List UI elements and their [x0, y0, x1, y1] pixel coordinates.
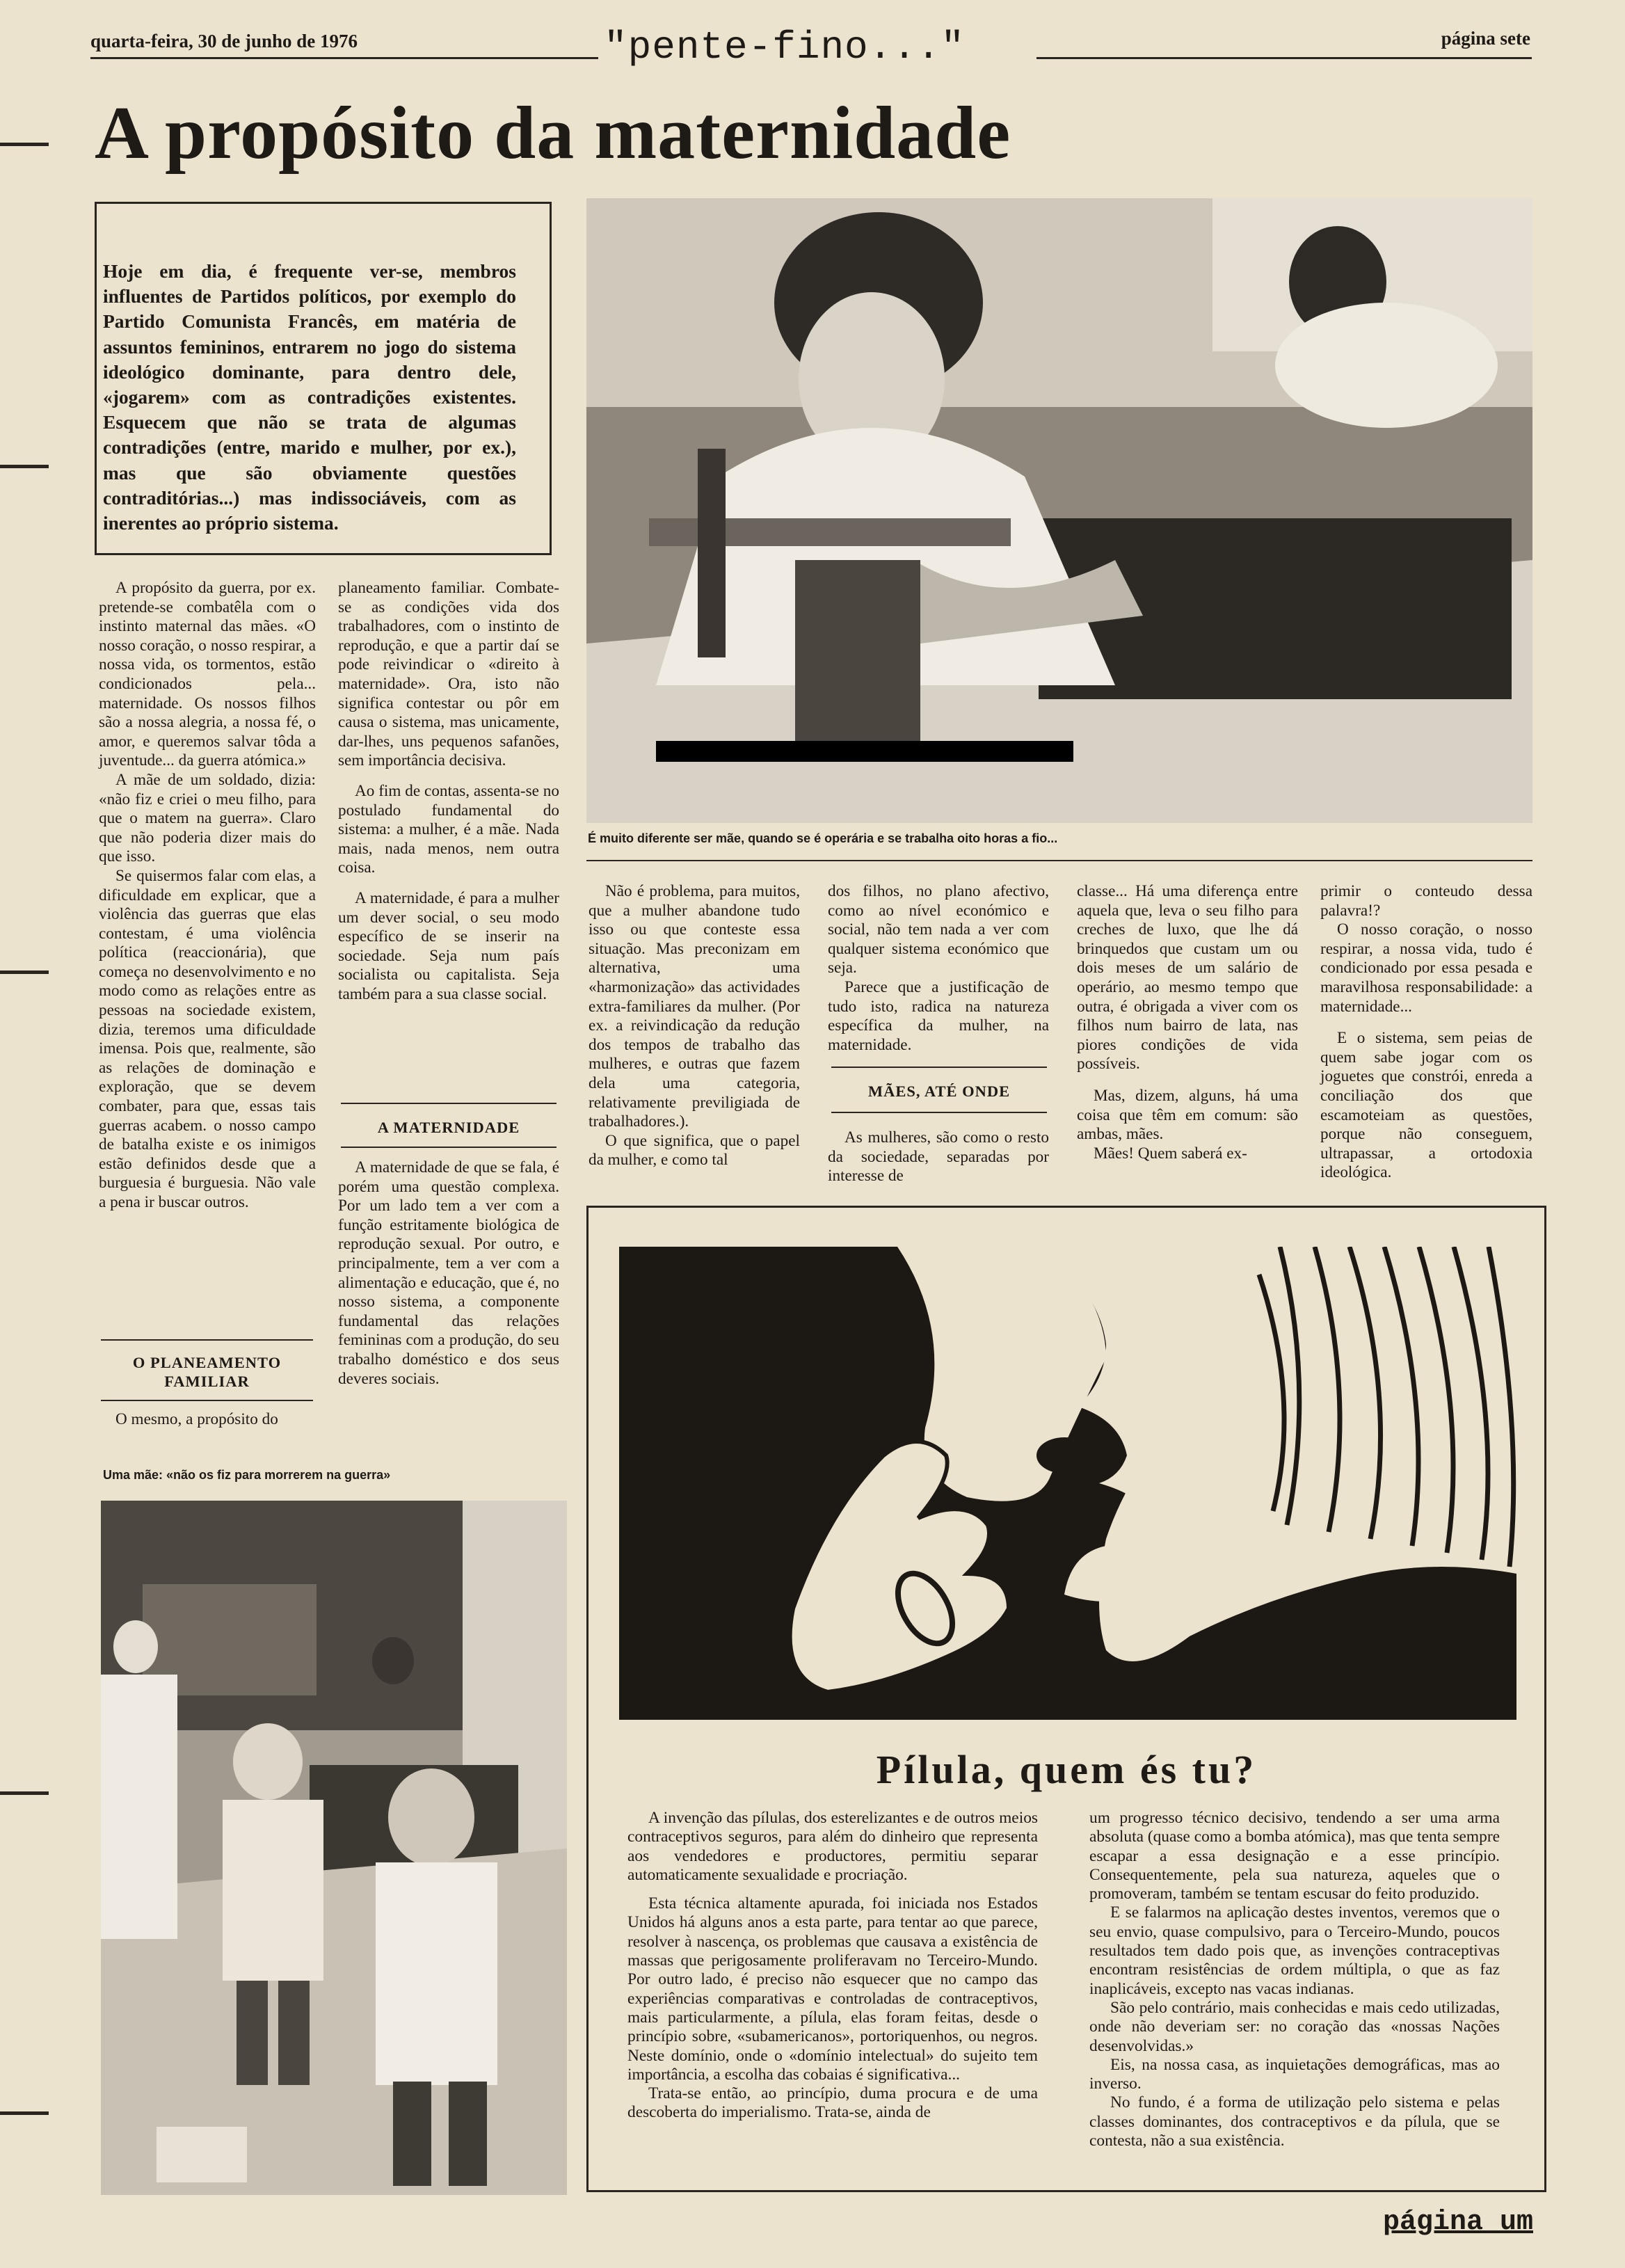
pilula-title: Pílula, quem és tu?: [876, 1747, 1257, 1792]
article-column-2: [338, 579, 559, 1004]
paragraph: Se quisermos falar com elas, a dificuldade em explicar, que a violência das guerras que elas contestam, é uma violência política (reaccionária), que começa no desenvolvimento e no modo como as relações entre as pessoas na sociedade existem, dizia, teremos uma dificuldade imensa. Pois que, realmente, são as relações de dominação e exploração, que se devem combater, para que, essas tais guerras acabem. o nosso campo de batalha existe e os inimigos estão definidos desde que a burguesia é burguesia. Não vale a pena ir buscar outros.: [99, 866, 316, 1211]
article-column-3: [589, 882, 800, 1170]
article-column-4b: [828, 1128, 1049, 1186]
subhead-rule: [341, 1147, 557, 1148]
intro-text: Hoje em dia, é frequente ver-se, membros influentes de Partidos políticos, por exemplo do Partido Comunista Francês, em matéria de assuntos femininos, entrarem no jogo do sistema ideológico dominante, para dentro dele, «jogarem» com as contradições existentes. Esquecem que não se trata de algumas contradições (entre, marido e mulher, por ex.), mas que são obviamente questões contraditórias...) mas indissociáveis, com as inerentes ao próprio sistema.: [103, 260, 516, 534]
paragraph: Parece que a justificação de tudo isto, radica na natureza específica da mulher, na maternidade.: [828, 977, 1049, 1054]
paragraph: No fundo, é a forma de utilização pelo sistema e pelas classes dominantes, dos contraceptivos e da pílula, que se contesta, não a sua existência.: [1089, 2093, 1500, 2150]
pilula-column-2: [1089, 1809, 1500, 2150]
paragraph: classe... Há uma diferença entre aquela que, leva o seu filho para creches de luxo, que lhe dá brinquedos que custam um ou dois meses de um salário de operário, ao mesmo tempo que outra, é obrigada a viver com os filhos num bairro de lata, nas piores condições de vida possíveis.: [1077, 882, 1298, 1073]
section-title: "pente-fino...": [604, 25, 966, 70]
paragraph: Trata-se então, ao princípio, duma procura e de uma descoberta do imperialismo. Trata-se, ainda de: [627, 2084, 1038, 2122]
paragraph: planeamento familiar. Combate-se as condições vida dos trabalhadores, com o instinto de reprodução, e que a partir daí se pode reivindicar o «direito à maternidade». Ora, isto não significa contestar ou pôr em causa o sistema, mas unicamente, dar-lhes, uns pequenos safanões, sem importância decisiva.: [338, 579, 559, 770]
header-rule-right: [1036, 57, 1532, 59]
binding-mark: [0, 1791, 49, 1795]
binding-mark: [0, 143, 49, 146]
subhead-rule: [831, 1067, 1047, 1068]
paragraph: Mães! Quem saberá ex-: [1094, 1144, 1247, 1163]
paragraph: primir o conteudo dessa palavra!?: [1320, 882, 1532, 920]
subhead-rule: [101, 1339, 313, 1341]
binding-mark: [0, 971, 49, 974]
article-column-1-end: [99, 1410, 316, 1430]
paragraph: O mesmo, a propósito do: [115, 1410, 278, 1428]
header-rule-left: [90, 57, 598, 59]
factory-photo: [586, 198, 1532, 823]
pill-illustration: [619, 1247, 1516, 1720]
caption-rule: [586, 860, 1532, 861]
paragraph: O nosso coração, o nosso respirar, a nossa vida, tudo é condicionado por essa pesada e maravilhosa responsabilidade: a maternidade...: [1320, 920, 1532, 1016]
pilula-column-1: [627, 1809, 1038, 2123]
subhead-rule: [341, 1103, 557, 1104]
paragraph: E o sistema, sem peias de quem sabe jogar com os joguetes que constrói, enreda a conciliação dos que escamoteiam as questões, porque não conseguem, ultrapassar, a ortodoxia ideológica.: [1320, 1029, 1532, 1182]
paragraph: As mulheres, são como o resto da sociedade, separadas por interesse de: [828, 1128, 1049, 1185]
paragraph: A maternidade, é para a mulher um dever social, o seu modo específico de se inserir na sociedade. Seja num país socialista ou capitalista. Seja também para a sua classe social.: [338, 888, 559, 1003]
footer-page-label: página um: [1382, 2207, 1533, 2238]
paragraph: A propósito da guerra, por ex. pretende-se combatêla com o instinto maternal das mães. «O nosso coração, o nosso respirar, a nossa vida, os tormentos, estão condicionados pela... maternidade. Os nossos filhos são a nossa alegria, a nossa fé, o amor, e queremos salvar tôda a juventude... da guerra atómica.»: [99, 579, 316, 770]
subhead-maes: MÃES, ATÉ ONDE: [867, 1083, 1011, 1100]
headline: A propósito da maternidade: [95, 92, 1011, 175]
paragraph: São pelo contrário, mais conhecidas e mais cedo utilizadas, onde não deveriam ser: no coração das «nossas Nações desenvolvidas.»: [1089, 1998, 1500, 2055]
paragraph: A mãe de um soldado, dizia: «não fiz e criei o meu filho, para que o matem na guerra». Claro que não poderia dizer mais do que isso.: [99, 770, 316, 866]
binding-mark: [0, 2111, 49, 2115]
paragraph: Eis, na nossa casa, as inquietações demográficas, mas ao inverso.: [1089, 2055, 1500, 2093]
paragraph: um progresso técnico decisivo, tendendo a ser uma arma absoluta (quase como a bomba atómica), mas que tenta sempre escapar a essa designação e a esse princípio. Consequentemente, pela sua natureza, aqueles que o promoveram, também se tentam escusar do feito produzido.: [1089, 1809, 1500, 1903]
article-column-2b: [338, 1158, 559, 1389]
article-column-5: [1077, 882, 1298, 1163]
children-photo: [101, 1501, 567, 2195]
subhead-rule: [101, 1400, 313, 1401]
subhead-maternidade: A MATERNIDADE: [377, 1119, 520, 1136]
subhead-planeamento: O PLANEAMENTO FAMILIAR: [132, 1354, 282, 1390]
factory-photo-caption: É muito diferente ser mãe, quando se é operária e se trabalha oito horas a fio...: [588, 831, 1058, 845]
paragraph: O que significa, que o papel da mulher, e como tal: [589, 1131, 800, 1169]
page-number: página sete: [1441, 28, 1530, 49]
children-photo-caption: Uma mãe: «não os fiz para morrerem na guerra»: [103, 1468, 391, 1482]
binding-mark: [0, 465, 49, 468]
article-column-6: [1320, 882, 1532, 1183]
paragraph: Mas, dizem, alguns, há uma coisa que têm em comum: são ambas, mães.: [1077, 1086, 1298, 1144]
issue-date: quarta-feira, 30 de junho de 1976: [90, 31, 358, 51]
paragraph: Esta técnica altamente apurada, foi iniciada nos Estados Unidos há alguns anos a esta parte, para tentar ao que parece, resolver à nascença, os problemas que causava a existência de massas que perigosamente proliferavam no Terceiro-Mundo. Por outro lado, é preciso não esquecer que no campo das experiências comparativas e controladas de contraceptivos, mais particularmente, a pílula, elas foram feitas, desde o princípio sobre, «subamericanos», portoriquenhos, ou negros. Neste domínio, onde o «domínio intelectual» do sujeito tem importância, a escolha das cobaias é significativa...: [627, 1894, 1038, 2084]
paragraph: Ao fim de contas, assenta-se no postulado fundamental do sistema: a mulher, é a mãe. Nada mais, nada menos, nem outra coisa.: [338, 781, 559, 877]
article-column-1: [99, 579, 316, 1213]
paragraph: dos filhos, no plano afectivo, como ao nível económico e social, não tem nada a ver com qualquer sistema económico que seja.: [828, 882, 1049, 977]
subhead-rule: [831, 1112, 1047, 1113]
paragraph: A maternidade de que se fala, é porém uma questão complexa. Por um lado tem a ver com a função estritamente biológica de reprodução sexual. Por outro, e principalmente, tem a ver com a alimentação e educação, que é, no nosso sistema, a componente fundamental das relações femininas com a produção, do seu trabalho doméstico e dos seus deveres sociais.: [338, 1158, 559, 1388]
paragraph: A invenção das pílulas, dos esterelizantes e de outros meios contraceptivos seguros, para além do dinheiro que representa aos vendedores e productores, permitiu separar automaticamente sexualidade e procriação.: [627, 1809, 1038, 1884]
article-column-4: [828, 882, 1049, 1055]
paragraph: Não é problema, para muitos, que a mulher abandone tudo isso ou que conteste essa situação. Mas preconizam em alternativa, uma «harmonização» das actividades extra-familiares da mulher. (Por ex. a reivindicação da redução dos tempos de trabalho das mulheres, e outras que fazem dela uma categoria, relativamente previligiada de trabalhadores.).: [589, 882, 800, 1131]
paragraph: E se falarmos na aplicação destes inventos, veremos que o seu envio, quase compulsivo, para o Terceiro-Mundo, poucos resultados tem dado pois que, as invenções contraceptivas encontram resistências de ordem múltipla, o que as faz inaplicáveis, excepto nas vacas indianas.: [1089, 1903, 1500, 1998]
